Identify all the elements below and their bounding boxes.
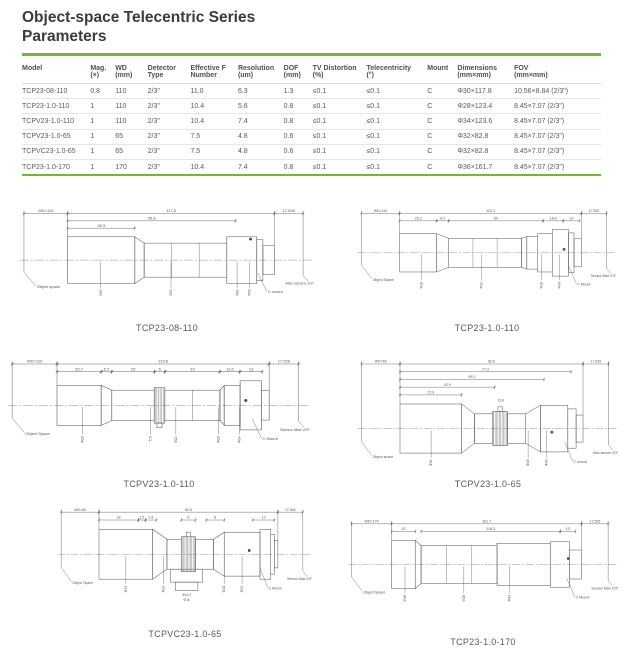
diagram-caption: TCPVC23-1.0-65 (148, 629, 222, 639)
svg-text:13: 13 (248, 367, 254, 372)
svg-text:Object Space: Object Space (72, 581, 93, 586)
table-cell: 8.45×7.07 (2/3") (514, 114, 601, 129)
column-header: WD (mm) (115, 60, 147, 84)
svg-text:Φ22: Φ22 (161, 585, 166, 593)
column-header: DOF (mm) (284, 60, 313, 84)
table-cell: 10.4 (190, 114, 237, 129)
svg-text:Sensor Max 2/3": Sensor Max 2/3" (591, 586, 619, 591)
table-cell: 8.45×7.07 (2/3") (514, 144, 601, 159)
svg-text:Φ34: Φ34 (507, 594, 512, 602)
table-cell: ≤0.1 (313, 84, 367, 99)
svg-text:Object space: Object space (36, 285, 61, 290)
column-header: Mag. (×) (90, 60, 115, 84)
svg-text:27.9: 27.9 (427, 390, 435, 395)
svg-text:C Mount: C Mount (262, 437, 278, 441)
svg-text:123.6: 123.6 (157, 359, 169, 364)
svg-text:1.5: 1.5 (139, 515, 145, 520)
table-cell: 1 (90, 159, 115, 175)
svg-text:Φ28: Φ28 (222, 585, 227, 593)
table-cell: ≤0.1 (366, 159, 427, 175)
svg-text:Φ32: Φ32 (240, 585, 245, 593)
table-cell: 7.5 (190, 129, 237, 144)
svg-text:13: 13 (569, 216, 574, 221)
svg-text:Φ22: Φ22 (479, 282, 484, 289)
svg-text:Φ22: Φ22 (168, 289, 174, 296)
lens-diagram-tcp23-1.0-110 (356, 204, 618, 333)
column-header: Dimensions (mm×mm) (457, 60, 514, 84)
table-cell: ≤0.1 (366, 114, 427, 129)
svg-text:C Mount: C Mount (268, 586, 282, 591)
table-cell: C (427, 129, 457, 144)
column-header: FOV (mm×mm) (514, 60, 601, 84)
table-cell: 2/3" (148, 159, 191, 175)
svg-text:Φ32: Φ32 (123, 585, 128, 593)
table-cell: 2/3" (148, 144, 191, 159)
svg-text:13: 13 (565, 527, 570, 532)
svg-text:64: 64 (493, 216, 498, 221)
svg-text:Object Space: Object Space (363, 590, 386, 595)
table-cell: 0.6 (284, 129, 313, 144)
table-cell: 65 (115, 144, 147, 159)
table-cell: 0.8 (284, 114, 313, 129)
table-cell: ≤0.1 (313, 114, 367, 129)
table-cell: 6.3 (238, 84, 284, 99)
svg-text:Φ30: Φ30 (98, 289, 104, 296)
svg-text:8.2: 8.2 (440, 216, 446, 221)
diagram-caption: TCP23-08-110 (136, 323, 198, 333)
table-cell: 8.45×7.07 (2/3") (514, 159, 601, 175)
table-cell: 110 (115, 99, 147, 114)
svg-text:6.2: 6.2 (103, 367, 110, 372)
lens-diagram-tcpv23-1.0-65 (356, 354, 620, 489)
table-cell: ≤0.1 (313, 129, 367, 144)
table-cell: 10.56×8.84 (2/3") (514, 84, 601, 99)
svg-text:117.8: 117.8 (166, 209, 176, 214)
svg-text:17.526: 17.526 (277, 359, 291, 364)
lens-drawing (18, 204, 316, 318)
svg-text:WD=110: WD=110 (38, 209, 54, 214)
svg-text:12: 12 (261, 515, 266, 520)
column-header: Detector Type (148, 60, 191, 84)
table-cell: 8.45×7.07 (2/3") (514, 129, 601, 144)
table-cell: 0.8 (284, 159, 313, 175)
table-cell: 65 (115, 129, 147, 144)
svg-text:17.526: 17.526 (590, 359, 602, 364)
table-cell: Φ32×82.8 (457, 144, 514, 159)
svg-text:Object Space: Object Space (372, 277, 394, 282)
lens-drawing (356, 204, 618, 318)
svg-text:17.526: 17.526 (285, 507, 296, 512)
table-row (22, 144, 601, 159)
svg-text:Φ28: Φ28 (539, 282, 544, 289)
diagram-caption: TCP23-1.0-110 (454, 323, 520, 333)
table-cell: Φ28×123.4 (457, 99, 514, 114)
svg-text:42.9: 42.9 (444, 382, 451, 387)
table-cell: 10.4 (190, 159, 237, 175)
table-cell: 7.5 (190, 144, 237, 159)
table-cell: 0.6 (284, 144, 313, 159)
column-header: Effective F Number (190, 60, 237, 84)
table-cell: Φ32×82.8 (457, 129, 514, 144)
svg-text:25: 25 (130, 367, 136, 372)
table-row (22, 99, 601, 114)
table-cell: 0.8 (284, 99, 313, 114)
table-cell: C (427, 84, 457, 99)
table-cell: Φ34×123.6 (457, 114, 514, 129)
svg-text:WD=110: WD=110 (26, 359, 43, 364)
svg-text:Φ30: Φ30 (235, 289, 240, 296)
svg-text:118.3: 118.3 (486, 527, 496, 532)
table-cell: C (427, 144, 457, 159)
svg-text:Object Space: Object Space (25, 432, 50, 436)
svg-text:C mount: C mount (573, 460, 587, 465)
svg-text:20: 20 (401, 527, 406, 532)
svg-text:Object space: Object space (372, 455, 394, 460)
svg-text:25.7: 25.7 (75, 367, 83, 372)
table-cell: ≤0.1 (366, 99, 427, 114)
svg-text:77.3: 77.3 (482, 367, 489, 372)
diagram-caption: TCP23-1.0-170 (450, 637, 516, 647)
table-cell: 1.3 (284, 84, 313, 99)
table-cell: ≤0.1 (366, 84, 427, 99)
table-cell: TCP23-1.0-170 (22, 159, 90, 175)
table-cell: ≤0.1 (366, 144, 427, 159)
table-cell: 1 (90, 144, 115, 159)
accent-divider (22, 53, 601, 56)
table-cell: 2/3" (148, 114, 191, 129)
lens-diagram-tcp23-1.0-170 (346, 514, 620, 647)
table-cell: 2/3" (148, 129, 191, 144)
column-header: Resolution (um) (238, 60, 284, 84)
svg-text:18: 18 (116, 515, 121, 520)
lens-diagram-tcp23-08-110 (18, 204, 316, 333)
table-cell: ≤0.1 (313, 99, 367, 114)
table-cell: 110 (115, 84, 147, 99)
svg-text:WD=65: WD=65 (374, 359, 387, 364)
table-cell: Φ30×117.8 (457, 84, 514, 99)
table-cell: 1 (90, 129, 115, 144)
svg-text:Sensor Max 2/3": Sensor Max 2/3" (287, 576, 313, 582)
svg-text:Φ28: Φ28 (526, 459, 531, 467)
svg-text:Sensor Max 2/3": Sensor Max 2/3" (590, 273, 617, 278)
column-header: Model (22, 60, 90, 84)
svg-text:Max sensor 2/3": Max sensor 2/3" (285, 281, 315, 286)
svg-text:Φ28: Φ28 (461, 594, 466, 602)
table-row (22, 129, 601, 144)
table-cell: 7.4 (238, 159, 284, 175)
svg-text:Φ34: Φ34 (237, 436, 242, 444)
lens-diagram-tcpv23-1.0-110 (6, 354, 312, 489)
table-cell: 2/3" (148, 84, 191, 99)
diagram-caption: TCPV23-1.0-110 (123, 479, 195, 489)
table-cell: 1 (90, 114, 115, 129)
table-cell: ≤0.1 (366, 129, 427, 144)
lens-diagram-tcpvc23-1.0-65 (56, 502, 314, 639)
svg-text:13.8: 13.8 (497, 398, 504, 403)
svg-text:WD=110: WD=110 (373, 209, 388, 214)
svg-text:17.526: 17.526 (588, 209, 600, 214)
svg-text:Φ30: Φ30 (544, 459, 549, 467)
svg-text:18.8: 18.8 (549, 216, 557, 221)
table-cell: 170 (115, 159, 147, 175)
table-cell: TCP23-1.0-110 (22, 99, 90, 114)
svg-text:5.5: 5.5 (148, 436, 153, 442)
table-cell: TCPV23-1.0-110 (22, 114, 90, 129)
table-cell: TCP23-08-110 (22, 84, 90, 99)
svg-text:Φ28: Φ28 (419, 282, 424, 289)
svg-text:Sensor Max 2/3": Sensor Max 2/3" (279, 427, 310, 432)
svg-text:C Mount: C Mount (577, 282, 591, 287)
column-header: Mount (427, 60, 457, 84)
svg-text:Φ14.2: Φ14.2 (182, 592, 192, 598)
page-title-line1: Object-space Telecentric Series (22, 9, 256, 26)
svg-text:Φ16: Φ16 (183, 597, 190, 603)
svg-text:WD=65: WD=65 (74, 507, 86, 512)
table-cell: C (427, 159, 457, 175)
parameters-table-wrap (22, 60, 601, 176)
table-cell: Φ36×161.7 (457, 159, 514, 175)
diagram-caption: TCPV23-1.0-65 (454, 479, 522, 489)
table-cell: 7.4 (238, 114, 284, 129)
column-header: Telecentricity (°) (366, 60, 427, 84)
table-cell: TCPV23-1.0-65 (22, 129, 90, 144)
table-cell: C (427, 99, 457, 114)
table-cell: ≤0.1 (313, 144, 367, 159)
table-cell: 110 (115, 114, 147, 129)
lens-drawing (356, 354, 620, 474)
svg-text:WD=170: WD=170 (364, 519, 379, 524)
svg-text:Φ34: Φ34 (557, 282, 562, 289)
table-header-row (22, 60, 601, 84)
svg-text:Φ28: Φ28 (216, 436, 221, 444)
page-title (22, 8, 255, 46)
svg-text:Max sensor 2/3": Max sensor 2/3" (593, 450, 619, 456)
svg-text:82.8: 82.8 (488, 359, 495, 364)
page-title-line2: Parameters (22, 28, 107, 45)
svg-text:123.4: 123.4 (486, 209, 495, 214)
svg-text:17.526: 17.526 (282, 209, 295, 214)
svg-text:38.3: 38.3 (97, 224, 106, 228)
svg-text:82.8: 82.8 (185, 507, 192, 512)
table-cell: ≤0.1 (313, 159, 367, 175)
svg-text:Φ36: Φ36 (403, 594, 408, 602)
svg-text:C mount: C mount (267, 290, 283, 294)
svg-text:25.2: 25.2 (414, 216, 422, 221)
column-header: TV Distortion (%) (313, 60, 367, 84)
lens-drawing (56, 502, 314, 624)
parameters-table (22, 60, 601, 176)
svg-text:Φ32: Φ32 (429, 459, 434, 467)
table-row (22, 84, 601, 99)
svg-text:161.7: 161.7 (482, 519, 492, 524)
table-row (22, 159, 601, 175)
svg-text:11.6: 11.6 (226, 367, 234, 372)
svg-text:2.8: 2.8 (148, 515, 154, 520)
table-cell: 2/3" (148, 99, 191, 114)
svg-text:Φ28: Φ28 (80, 436, 85, 444)
table-cell: 1 (90, 99, 115, 114)
svg-text:8: 8 (214, 515, 217, 520)
lens-drawing (6, 354, 312, 474)
table-cell: 4.8 (238, 129, 284, 144)
svg-text:6: 6 (158, 367, 161, 372)
svg-text:32: 32 (190, 367, 195, 372)
svg-text:Φ29: Φ29 (247, 289, 252, 296)
svg-text:17.526: 17.526 (589, 519, 601, 524)
svg-text:Φ22: Φ22 (173, 436, 179, 444)
svg-text:C Mount: C Mount (575, 595, 590, 600)
table-cell: 10.4 (190, 99, 237, 114)
table-cell: 8.45×7.07 (2/3") (514, 99, 601, 114)
svg-text:6: 6 (187, 515, 190, 520)
table-cell: 5.6 (238, 99, 284, 114)
table-cell: C (427, 114, 457, 129)
lens-drawing (346, 514, 620, 632)
table-cell: TCPVC23-1.0-65 (22, 144, 90, 159)
table-cell: 4.8 (238, 144, 284, 159)
svg-text:65.2: 65.2 (468, 375, 476, 380)
table-cell: 0.8 (90, 84, 115, 99)
table-cell: 11.0 (190, 84, 237, 99)
table-row (22, 114, 601, 129)
svg-text:95.8: 95.8 (147, 216, 156, 221)
